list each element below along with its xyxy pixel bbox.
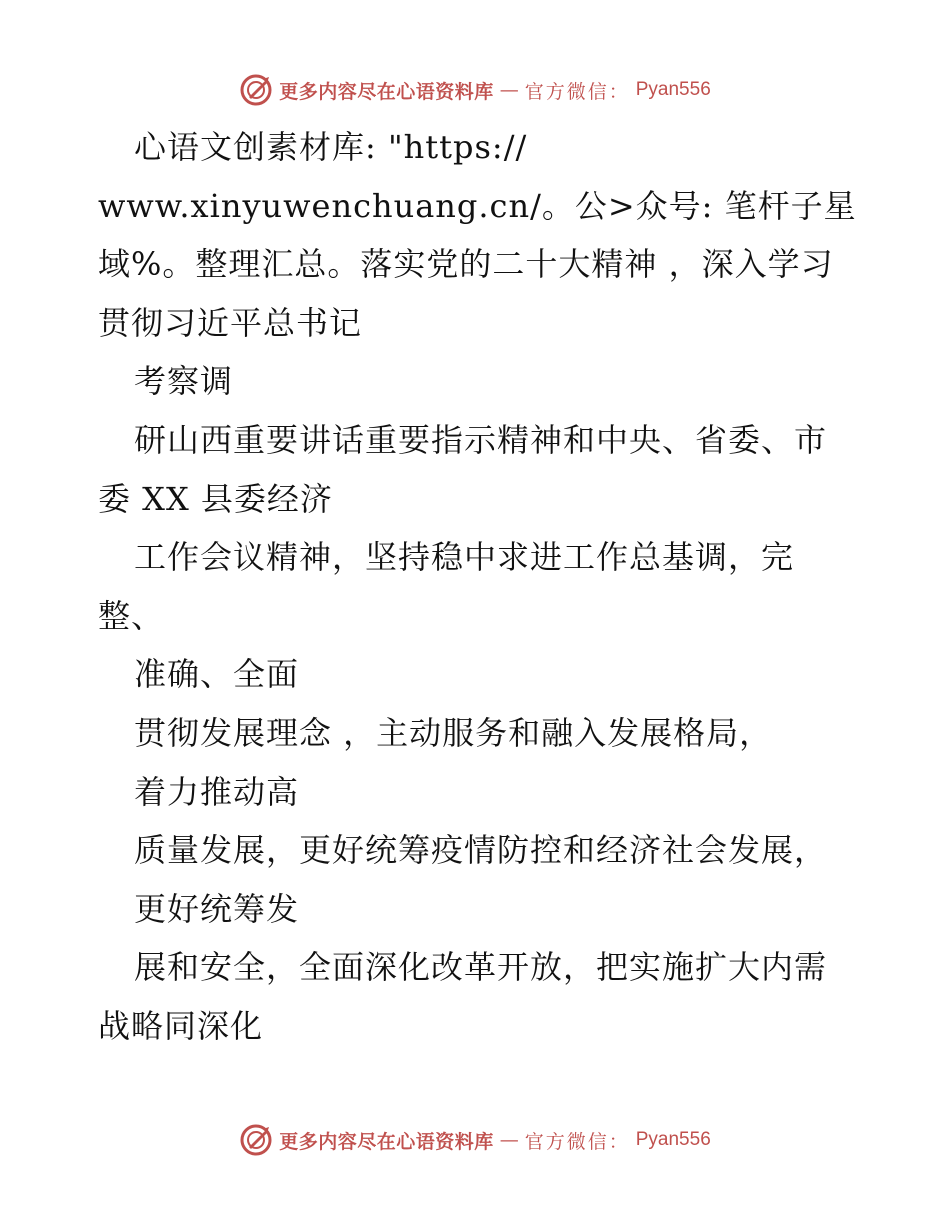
body-text-line: 贯彻习近平总书记 — [98, 303, 363, 342]
header-watermark — [0, 70, 950, 110]
body-text-line: 着力推动高 — [134, 772, 300, 811]
watermark-brand: 更多内容尽在心语资料库 — [279, 1130, 494, 1153]
body-text-line: 展和安全，全面深化改革开放，把实施扩大内需 — [134, 948, 828, 987]
watermark-wechat-id: Pyan556 — [635, 79, 711, 100]
body-text-line: 域%。整理汇总。落实党的二十大精神 ，深入学习 — [98, 245, 834, 284]
brand-logo-icon — [239, 73, 273, 107]
body-text-line: 研山西重要讲话重要指示精神和中央、省委、市 — [134, 420, 828, 459]
body-text-line: 贯彻发展理念 ，主动服务和融入发展格局， — [134, 713, 773, 752]
body-text-line: 整、 — [98, 596, 165, 635]
watermark-wechat-id: Pyan556 — [635, 1129, 711, 1150]
body-text-line: 战略同深化 — [98, 1006, 264, 1045]
body-text-line: 工作会议精神，坚持稳中求进工作总基调，完 — [134, 538, 795, 577]
body-text-line: 质量发展，更好统筹疫情防控和经济社会发展， — [134, 831, 828, 870]
brand-logo-icon — [239, 1123, 273, 1157]
document-body — [98, 118, 868, 1056]
watermark-label: 官方微信： — [524, 80, 630, 103]
body-text-line: 准确、全面 — [134, 655, 300, 694]
body-text-line: 委 XX 县委经济 — [98, 479, 333, 518]
body-text-line: 考察调 — [134, 362, 234, 401]
watermark-brand: 更多内容尽在心语资料库 — [279, 80, 494, 103]
body-text-line: 心语文创素材库: "https:// — [134, 128, 528, 166]
watermark-label: 官方微信： — [524, 1130, 630, 1153]
footer-watermark — [0, 1120, 950, 1160]
body-text-line: 更好统筹发 — [134, 889, 300, 928]
body-text-line: www.xinyuwenchuang.cn/。公>众号: 笔杆子星 — [98, 186, 857, 225]
watermark-separator: — — [499, 79, 519, 101]
watermark-separator: — — [499, 1129, 519, 1151]
